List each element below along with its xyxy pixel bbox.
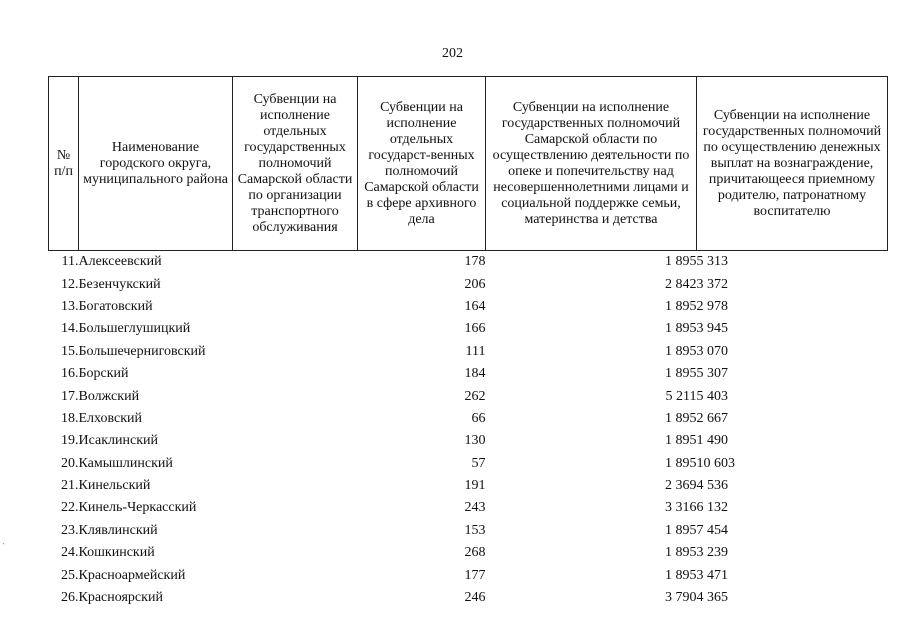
archive-value: 111 (465, 343, 486, 359)
foster-payment-value: 5 403 (696, 388, 728, 404)
table-row (49, 251, 888, 274)
archive-value: 153 (464, 522, 486, 538)
guardianship-value: 1 895 (665, 366, 697, 382)
row-number: 16. (61, 366, 79, 382)
header-archive-subvention: Субвенции на исполнение отдельных государст-венных полномочий Самарской области в сфере архивного дела (358, 77, 486, 251)
guardianship-value: 1 895 (665, 254, 697, 270)
foster-payment-value: 5 313 (696, 254, 728, 270)
archive-value: 66 (471, 410, 486, 426)
archive-value: 130 (464, 433, 486, 449)
foster-payment-value: 3 239 (696, 545, 728, 561)
guardianship-value: 1 895 (665, 545, 697, 561)
municipality-name: Кинельский (78, 478, 151, 494)
guardianship-value: 2 369 (665, 478, 697, 494)
guardianship-value: 1 895 (665, 522, 697, 538)
foster-payment-value: 2 667 (696, 410, 728, 426)
foster-payment-value: 6 132 (696, 500, 728, 516)
archive-value: 262 (464, 388, 486, 404)
guardianship-value: 1 895 (665, 455, 697, 471)
guardianship-value: 1 895 (665, 343, 697, 359)
table-row (49, 497, 888, 519)
municipality-name: Красноярский (78, 590, 163, 606)
municipality-name: Большечерниговский (78, 343, 206, 359)
transport-value (233, 318, 358, 340)
transport-value (233, 564, 358, 586)
archive-value: 206 (464, 276, 486, 292)
table-row (49, 475, 888, 497)
transport-value (233, 385, 358, 407)
transport-value (233, 363, 358, 385)
transport-value (233, 475, 358, 497)
guardianship-value: 3 316 (665, 500, 697, 516)
header-guardianship-subvention: Субвенции на исполнение государственных полномочий Самарской области по осуществлению деятельности по опеке и попечительству над несовершеннолетними лицами и социальной поддержке семьи, материнства и детства (486, 77, 697, 251)
municipality-name: Елховский (78, 410, 143, 426)
archive-value: 243 (464, 500, 486, 516)
header-foster-payment-subvention: Субвенции на исполнение государственных полномочий по осуществлению денежных выплат на вознаграждение, причитающееся приемному родителю, патронатному воспитателю (697, 77, 888, 251)
guardianship-value: 1 895 (665, 410, 697, 426)
foster-payment-value: 5 307 (696, 366, 728, 382)
row-number: 11. (61, 254, 79, 270)
municipality-name: Кинель-Черкасский (78, 500, 197, 516)
transport-value (233, 453, 358, 475)
table-row (49, 430, 888, 452)
foster-payment-value: 3 471 (696, 567, 728, 583)
table-header-row (49, 77, 888, 251)
row-number: 13. (61, 298, 79, 314)
municipality-name: Красноармейский (78, 567, 186, 583)
table-row (49, 408, 888, 430)
municipality-name: Большеглушицкий (78, 321, 191, 337)
row-number: 19. (61, 433, 79, 449)
guardianship-value: 2 842 (665, 276, 697, 292)
guardianship-value: 5 211 (665, 388, 697, 404)
header-number: № п/п (49, 77, 79, 251)
foster-payment-value: 3 070 (696, 343, 728, 359)
transport-value (233, 520, 358, 542)
transport-value (233, 587, 358, 609)
archive-value: 166 (464, 321, 486, 337)
archive-value: 184 (464, 366, 486, 382)
row-number: 22. (61, 500, 79, 516)
table-row (49, 341, 888, 363)
foster-payment-value: 3 372 (696, 276, 728, 292)
guardianship-value: 1 895 (665, 321, 697, 337)
transport-value (233, 273, 358, 295)
row-number: 25. (61, 567, 79, 583)
guardianship-value: 3 790 (665, 590, 697, 606)
municipality-name: Богатовский (78, 298, 153, 314)
foster-payment-value: 1 490 (696, 433, 728, 449)
transport-value (233, 251, 358, 274)
guardianship-value: 1 895 (665, 433, 697, 449)
foster-payment-value: 4 365 (696, 590, 728, 606)
foster-payment-value: 7 454 (696, 522, 728, 538)
table-row (49, 296, 888, 318)
table-row (49, 587, 888, 609)
archive-value: 268 (464, 545, 486, 561)
foster-payment-value: 4 536 (696, 478, 728, 494)
transport-value (233, 542, 358, 564)
table-row (49, 520, 888, 542)
row-number: 15. (61, 343, 79, 359)
row-number: 23. (61, 522, 79, 538)
table-row (49, 564, 888, 586)
municipality-name: Кошкинский (78, 545, 155, 561)
row-number: 12. (61, 276, 79, 292)
municipality-name: Клявлинский (78, 522, 158, 538)
row-number: 20. (61, 455, 79, 471)
foster-payment-value: 2 978 (696, 298, 728, 314)
row-number: 21. (61, 478, 79, 494)
page-number: 202 (442, 46, 463, 61)
table-row (49, 363, 888, 385)
transport-value (233, 408, 358, 430)
foster-payment-value: 3 945 (696, 321, 728, 337)
transport-value (233, 341, 358, 363)
municipality-name: Исаклинский (78, 433, 158, 449)
table-row (49, 273, 888, 295)
transport-value (233, 497, 358, 519)
guardianship-value: 1 895 (665, 298, 697, 314)
municipality-name: Безенчукский (78, 276, 161, 292)
foster-payment-value: 10 603 (696, 455, 735, 471)
header-municipality-name: Наименование городского округа, муниципального района (79, 77, 233, 251)
header-transport-subvention: Субвенции на исполнение отдельных государственных полномочий Самарской области по организации транспортного обслуживания (233, 77, 358, 251)
municipality-name: Алексеевский (78, 254, 162, 270)
archive-value: 178 (464, 254, 486, 270)
transport-value (233, 296, 358, 318)
table-row (49, 453, 888, 475)
municipality-name: Волжский (78, 388, 140, 404)
guardianship-value: 1 895 (665, 567, 697, 583)
row-number: 17. (61, 388, 79, 404)
table-row (49, 318, 888, 340)
table-row (49, 542, 888, 564)
row-number: 26. (61, 590, 79, 606)
archive-value: 177 (464, 567, 486, 583)
municipality-name: Камышлинский (78, 455, 173, 471)
row-number: 14. (61, 321, 79, 337)
subventions-table (48, 76, 888, 609)
row-number: 24. (61, 545, 79, 561)
row-number: 18. (61, 410, 79, 426)
municipality-name: Борский (78, 366, 129, 382)
archive-value: 246 (464, 590, 486, 606)
archive-value: 57 (471, 455, 486, 471)
archive-value: 191 (464, 478, 486, 494)
scan-mark: ˏ (2, 534, 6, 545)
archive-value: 164 (464, 298, 486, 314)
table-row (49, 385, 888, 407)
transport-value (233, 430, 358, 452)
